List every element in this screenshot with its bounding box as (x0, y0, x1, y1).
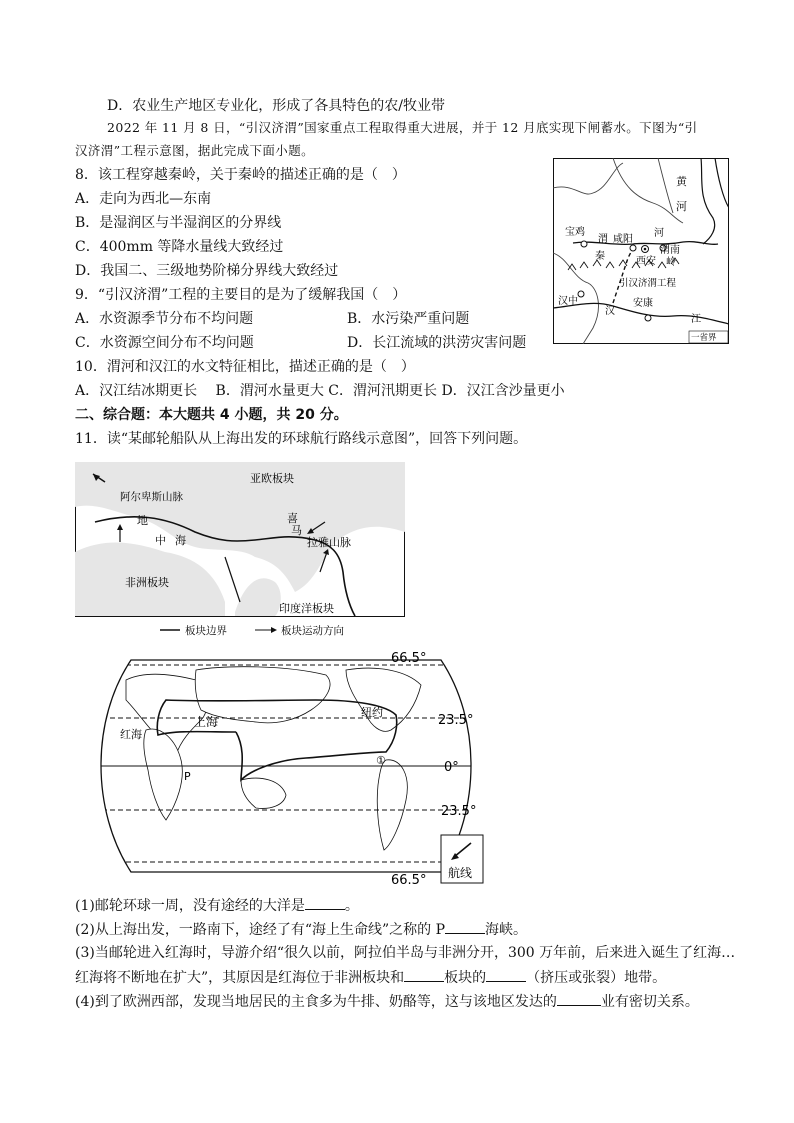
q11-part-2: (2)从上海出发，一路南下，途经了有“海上生命线”之称的 P 海峡。 (75, 919, 527, 940)
label-wei: 渭 (598, 234, 608, 245)
plate-tectonics-map (75, 462, 405, 638)
q10-stem: 10．渭河和汉江的水文特征相比，描述正确的是（ ） (75, 359, 415, 375)
legend-boundary: 板块边界 (185, 625, 227, 637)
label-p-strait: P (184, 770, 191, 783)
label-xi: 喜 (287, 512, 298, 525)
label-xianyang: 咸阳 (613, 234, 633, 245)
q9-option-b: B．水污染严重问题 (347, 311, 470, 327)
label-he2: 河 (654, 228, 664, 239)
label-han: 汉 (605, 306, 615, 317)
label-jiang: 江 (691, 314, 701, 325)
legend-direction: 板块运动方向 (281, 625, 344, 637)
option-d-previous: D．农业生产地区专业化，形成了各具特色的农/牧业带 (107, 98, 445, 114)
q8-option-a: A．走向为西北—东南 (75, 191, 212, 207)
label-laya: 拉雅山脉 (307, 536, 351, 549)
label-alps: 阿尔卑斯山脉 (120, 491, 183, 503)
answer-blank-4[interactable] (557, 991, 601, 1006)
label-eurasia: 亚欧板块 (250, 472, 294, 485)
q9-option-a: A．水资源季节分布不均问题 (75, 311, 254, 327)
intro-line-1: 2022 年 11 月 8 日，“引汉济渭”国家重点工程取得重大进展，并于 12 月底实现下闸蓄水。下图为“引 (107, 120, 698, 135)
label-hai: 海 (175, 534, 186, 547)
section-2-heading: 二、综合题：本大题共 4 小题，共 20 分。 (75, 407, 348, 423)
label-shanghai: 上海 (194, 715, 219, 729)
lat-equator: 0° (444, 760, 459, 775)
world-route-map (86, 640, 486, 888)
answer-blank-2[interactable] (445, 919, 485, 934)
label-baoji: 宝鸡 (565, 227, 585, 238)
label-huang: 黄 (676, 175, 687, 188)
label-qin: 秦 (595, 251, 605, 262)
q9-stem: 9．“引汉济渭”工程的主要目的是为了缓解我国（ ） (75, 287, 407, 303)
lat-66-5-north: 66.5° (391, 651, 427, 666)
q8-stem: 8．该工程穿越秦岭，关于秦岭的描述正确的是（ ） (75, 167, 406, 183)
label-project: 引汉济渭工程 (619, 278, 677, 289)
intro-line-2: 汉济渭”工程示意图，据此完成下面小题。 (75, 143, 314, 158)
label-di: 地 (137, 514, 148, 527)
q11-stem: 11．读“某邮轮船队从上海出发的环球航行路线示意图”，回答下列问题。 (75, 431, 528, 447)
label-indian: 印度洋板块 (279, 602, 334, 615)
label-he: 河 (676, 200, 687, 213)
q11-part-1: (1)邮轮环球一周，没有途经的大洋是 。 (75, 895, 359, 916)
label-hanzhong: 汉中 (558, 296, 578, 307)
answer-blank-3b[interactable] (486, 967, 526, 982)
label-africa: 非洲板块 (125, 576, 169, 589)
answer-blank-3a[interactable] (404, 967, 444, 982)
q11-part-4: (4)到了欧洲西部，发现当地居民的主食多为牛排、奶酪等，这与该地区发达的 业有密切关系。 (75, 991, 699, 1012)
lat-23-5-north: 23.5° (438, 713, 474, 728)
label-xian: 西安 (636, 256, 656, 267)
label-zhong: 中 (155, 534, 166, 547)
qinling-project-map (553, 158, 729, 344)
lat-66-5-south: 66.5° (391, 873, 427, 888)
q8-option-c: C．400mm 等降水量线大致经过 (75, 239, 284, 255)
q10-options: A．汉江结冰期更长 B．渭河水量更大 C．渭河汛期更长 D．汉江含沙量更小 (75, 383, 565, 399)
q9-option-c: C．水资源空间分布不均问题 (75, 335, 254, 351)
answer-blank-1[interactable] (305, 895, 345, 910)
lat-23-5-south: 23.5° (441, 804, 477, 819)
q8-option-b: B．是湿润区与半湿润区的分界线 (75, 215, 282, 231)
label-ankang: 安康 (633, 298, 653, 309)
label-border-legend: 一省界 (691, 333, 717, 343)
legend-route: 航线 (448, 866, 473, 880)
q8-option-d: D．我国二、三级地势阶梯分界线大致经过 (75, 263, 339, 279)
q11-part-3-line-1: (3)当邮轮进入红海时，导游介绍“很久以前，阿拉伯半岛与非洲分开，300 万年前，后来进入诞生了红海… (75, 945, 736, 961)
label-weinan: 渭南 (660, 245, 680, 256)
label-marker-1: ① (376, 754, 386, 767)
q11-part-3-line-2: 红海将不断地在扩大”，其原因是红海位于非洲板块和 板块的 （挤压或张裂）地带。 (75, 967, 666, 988)
q9-option-d: D．长江流域的洪涝灾害问题 (347, 335, 527, 351)
label-newyork: 纽约 (361, 706, 383, 719)
label-ma: 马 (291, 524, 302, 537)
label-ling: 岭 (666, 257, 676, 268)
label-red-sea: 红海 (120, 728, 142, 741)
